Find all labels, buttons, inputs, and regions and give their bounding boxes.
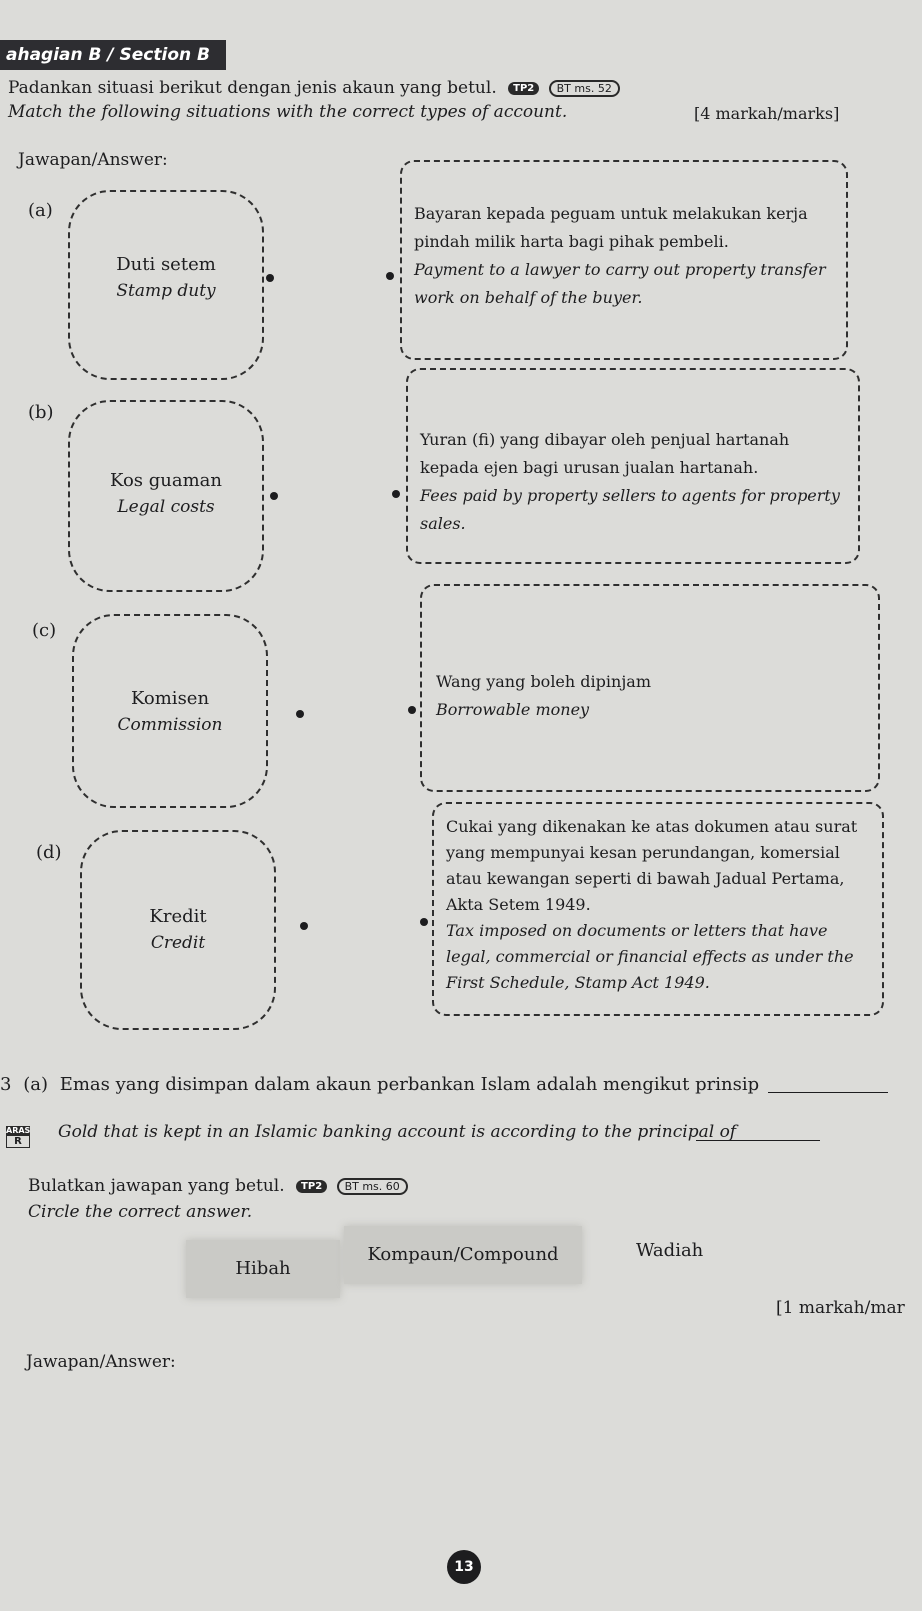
match-dot[interactable] <box>386 272 394 280</box>
option-kompaun[interactable]: Kompaun/Compound <box>344 1226 582 1284</box>
q3-answer-label: Jawapan/Answer: <box>26 1352 176 1372</box>
question-number: 3 <box>0 1074 12 1095</box>
term-box[interactable] <box>68 190 264 380</box>
desc-ms: Cukai yang dikenakan ke atas dokumen atau surat yang mempunyai kesan perundangan, komersial atau kewangan seperti di bawah Jadual Pertama, Akta Setem 1949. <box>446 817 858 914</box>
term-text <box>82 906 274 953</box>
answer-blank-en[interactable] <box>696 1140 820 1141</box>
tp-badge: TP2 <box>296 1180 327 1193</box>
match-dot[interactable] <box>270 492 278 500</box>
match-dot[interactable] <box>392 490 400 498</box>
desc-ms: Yuran (fi) yang dibayar oleh penjual hartanah kepada ejen bagi urusan jualan hartanah. <box>420 430 790 477</box>
term-ms: Duti setem <box>116 254 216 275</box>
match-dot[interactable] <box>300 922 308 930</box>
tp-badge: TP2 <box>508 82 539 95</box>
term-text <box>70 470 262 517</box>
term-en: Credit <box>150 933 206 953</box>
description-box[interactable] <box>406 368 860 564</box>
aras-badge <box>6 1126 30 1148</box>
page-number: 13 <box>447 1550 481 1584</box>
option-wadiah[interactable]: Wadiah <box>636 1240 704 1261</box>
description-box[interactable] <box>432 802 884 1016</box>
instruction-en: Match the following situations with the correct types of account. <box>8 102 568 122</box>
aras-top: ARAS <box>6 1126 31 1135</box>
match-dot[interactable] <box>296 710 304 718</box>
match-dot[interactable] <box>420 918 428 926</box>
item-letter: (a) <box>28 200 53 221</box>
answer-label-text: Jawapan/Answer: <box>18 150 168 170</box>
instruction-ms <box>8 78 908 98</box>
item-letter: (b) <box>28 402 54 423</box>
description-text <box>414 200 834 312</box>
term-box[interactable] <box>68 400 264 592</box>
question-ms: Emas yang disimpan dalam akaun perbankan Islam adalah mengikut prinsip <box>59 1074 760 1095</box>
term-ms: Kredit <box>149 906 207 927</box>
term-text <box>70 254 262 301</box>
circle-ms-text: Bulatkan jawapan yang betul. <box>28 1176 285 1196</box>
term-text <box>74 688 266 735</box>
bt-badge: BT ms. 60 <box>337 1178 408 1195</box>
match-dot[interactable] <box>408 706 416 714</box>
option-hibah[interactable]: Hibah <box>186 1240 340 1298</box>
bt-badge: BT ms. 52 <box>549 80 620 97</box>
description-box[interactable] <box>400 160 848 360</box>
circle-instruction-en: Circle the correct answer. <box>28 1202 253 1222</box>
answer-label <box>18 150 168 170</box>
description-text <box>446 814 872 996</box>
desc-ms: Wang yang boleh dipinjam <box>436 672 651 691</box>
desc-en: Tax imposed on documents or letters that have legal, commercial or financial effects as under the First Schedule, Stamp Act 1949. <box>446 921 854 992</box>
term-en: Legal costs <box>117 497 215 517</box>
term-en: Stamp duty <box>116 281 216 301</box>
desc-en: Fees paid by property sellers to agents for property sales. <box>420 486 840 533</box>
match-dot[interactable] <box>266 274 274 282</box>
question-en: Gold that is kept in an Islamic banking account is according to the principal of <box>58 1122 737 1142</box>
term-en: Commission <box>117 715 223 735</box>
description-text <box>420 426 846 538</box>
aras-bot: R <box>6 1135 30 1148</box>
marks-label: [4 markah/marks] <box>694 104 840 123</box>
desc-ms: Bayaran kepada peguam untuk melakukan kerja pindah milik harta bagi pihak pembeli. <box>414 204 808 251</box>
item-letter: (c) <box>32 620 57 641</box>
desc-en: Payment to a lawyer to carry out property transfer work on behalf of the buyer. <box>414 260 826 307</box>
circle-instruction-ms <box>28 1176 408 1196</box>
desc-en: Borrowable money <box>436 700 590 719</box>
description-text <box>436 668 866 724</box>
answer-blank[interactable] <box>768 1092 888 1093</box>
description-box[interactable] <box>420 584 880 792</box>
q3-marks: [1 markah/mar <box>776 1298 905 1318</box>
term-box[interactable] <box>80 830 276 1030</box>
item-letter: (d) <box>36 842 62 863</box>
instruction-ms-text: Padankan situasi berikut dengan jenis akaun yang betul. <box>8 78 497 98</box>
section-tag: ahagian B / Section B <box>0 40 226 70</box>
question-3a <box>0 1074 759 1095</box>
term-box[interactable] <box>72 614 268 808</box>
term-ms: Komisen <box>130 688 210 709</box>
question-part: (a) <box>23 1074 48 1095</box>
term-ms: Kos guaman <box>110 470 222 491</box>
